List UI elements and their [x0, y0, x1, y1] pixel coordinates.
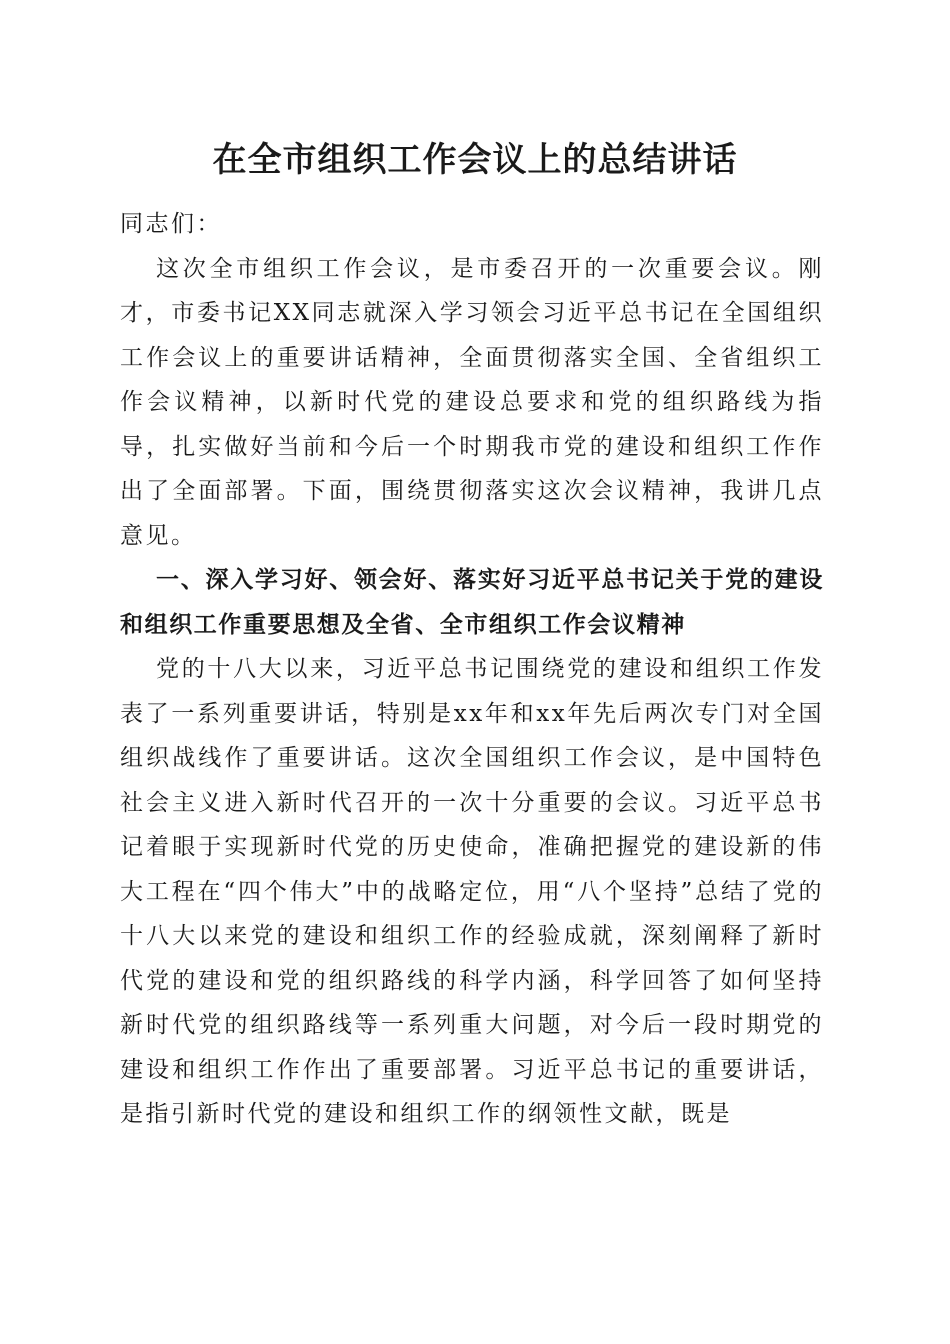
salutation: 同志们：	[120, 211, 222, 237]
document-title: 在全市组织工作会议上的总结讲话	[212, 140, 738, 180]
document-body	[120, 202, 824, 1137]
paragraph-intro: 这次全市组织工作会议，是市委召开的一次重要会议。刚才，市委书记XX同志就深入学习领会习近平总书记在全国组织工作会议上的重要讲话精神，全面贯彻落实全国、全省组织工作会议精神，以新时代党的建设总要求和党的组织路线为指导，扎实做好当前和今后一个时期我市党的建设和组织工作作出了全面部署。下面，围绕贯彻落实这次会议精神，我讲几点意见。	[120, 255, 824, 549]
paragraph-section-1: 党的十八大以来，习近平总书记围绕党的建设和组织工作发表了一系列重要讲话，特别是xx年和xx年先后两次专门对全国组织战线作了重要讲话。这次全国组织工作会议，是中国特色社会主义进入新时代召开的一次十分重要的会议。习近平总书记着眼于实现新时代党的历史使命，准确把握党的建设新的伟大工程在“四个伟大”中的战略定位，用“八个坚持”总结了党的十八大以来党的建设和组织工作的经验成就，深刻阐释了新时代党的建设和党的组织路线的科学内涵，科学回答了如何坚持新时代党的组织路线等一系列重大问题，对今后一段时期党的建设和组织工作作出了重要部署。习近平总书记的重要讲话，是指引新时代党的建设和组织工作的纲领性文献，既是	[120, 656, 824, 1127]
section-heading-1: 一、深入学习好、领会好、落实好习近平总书记关于党的建设和组织工作重要思想及全省、全市组织工作会议精神	[120, 567, 824, 638]
